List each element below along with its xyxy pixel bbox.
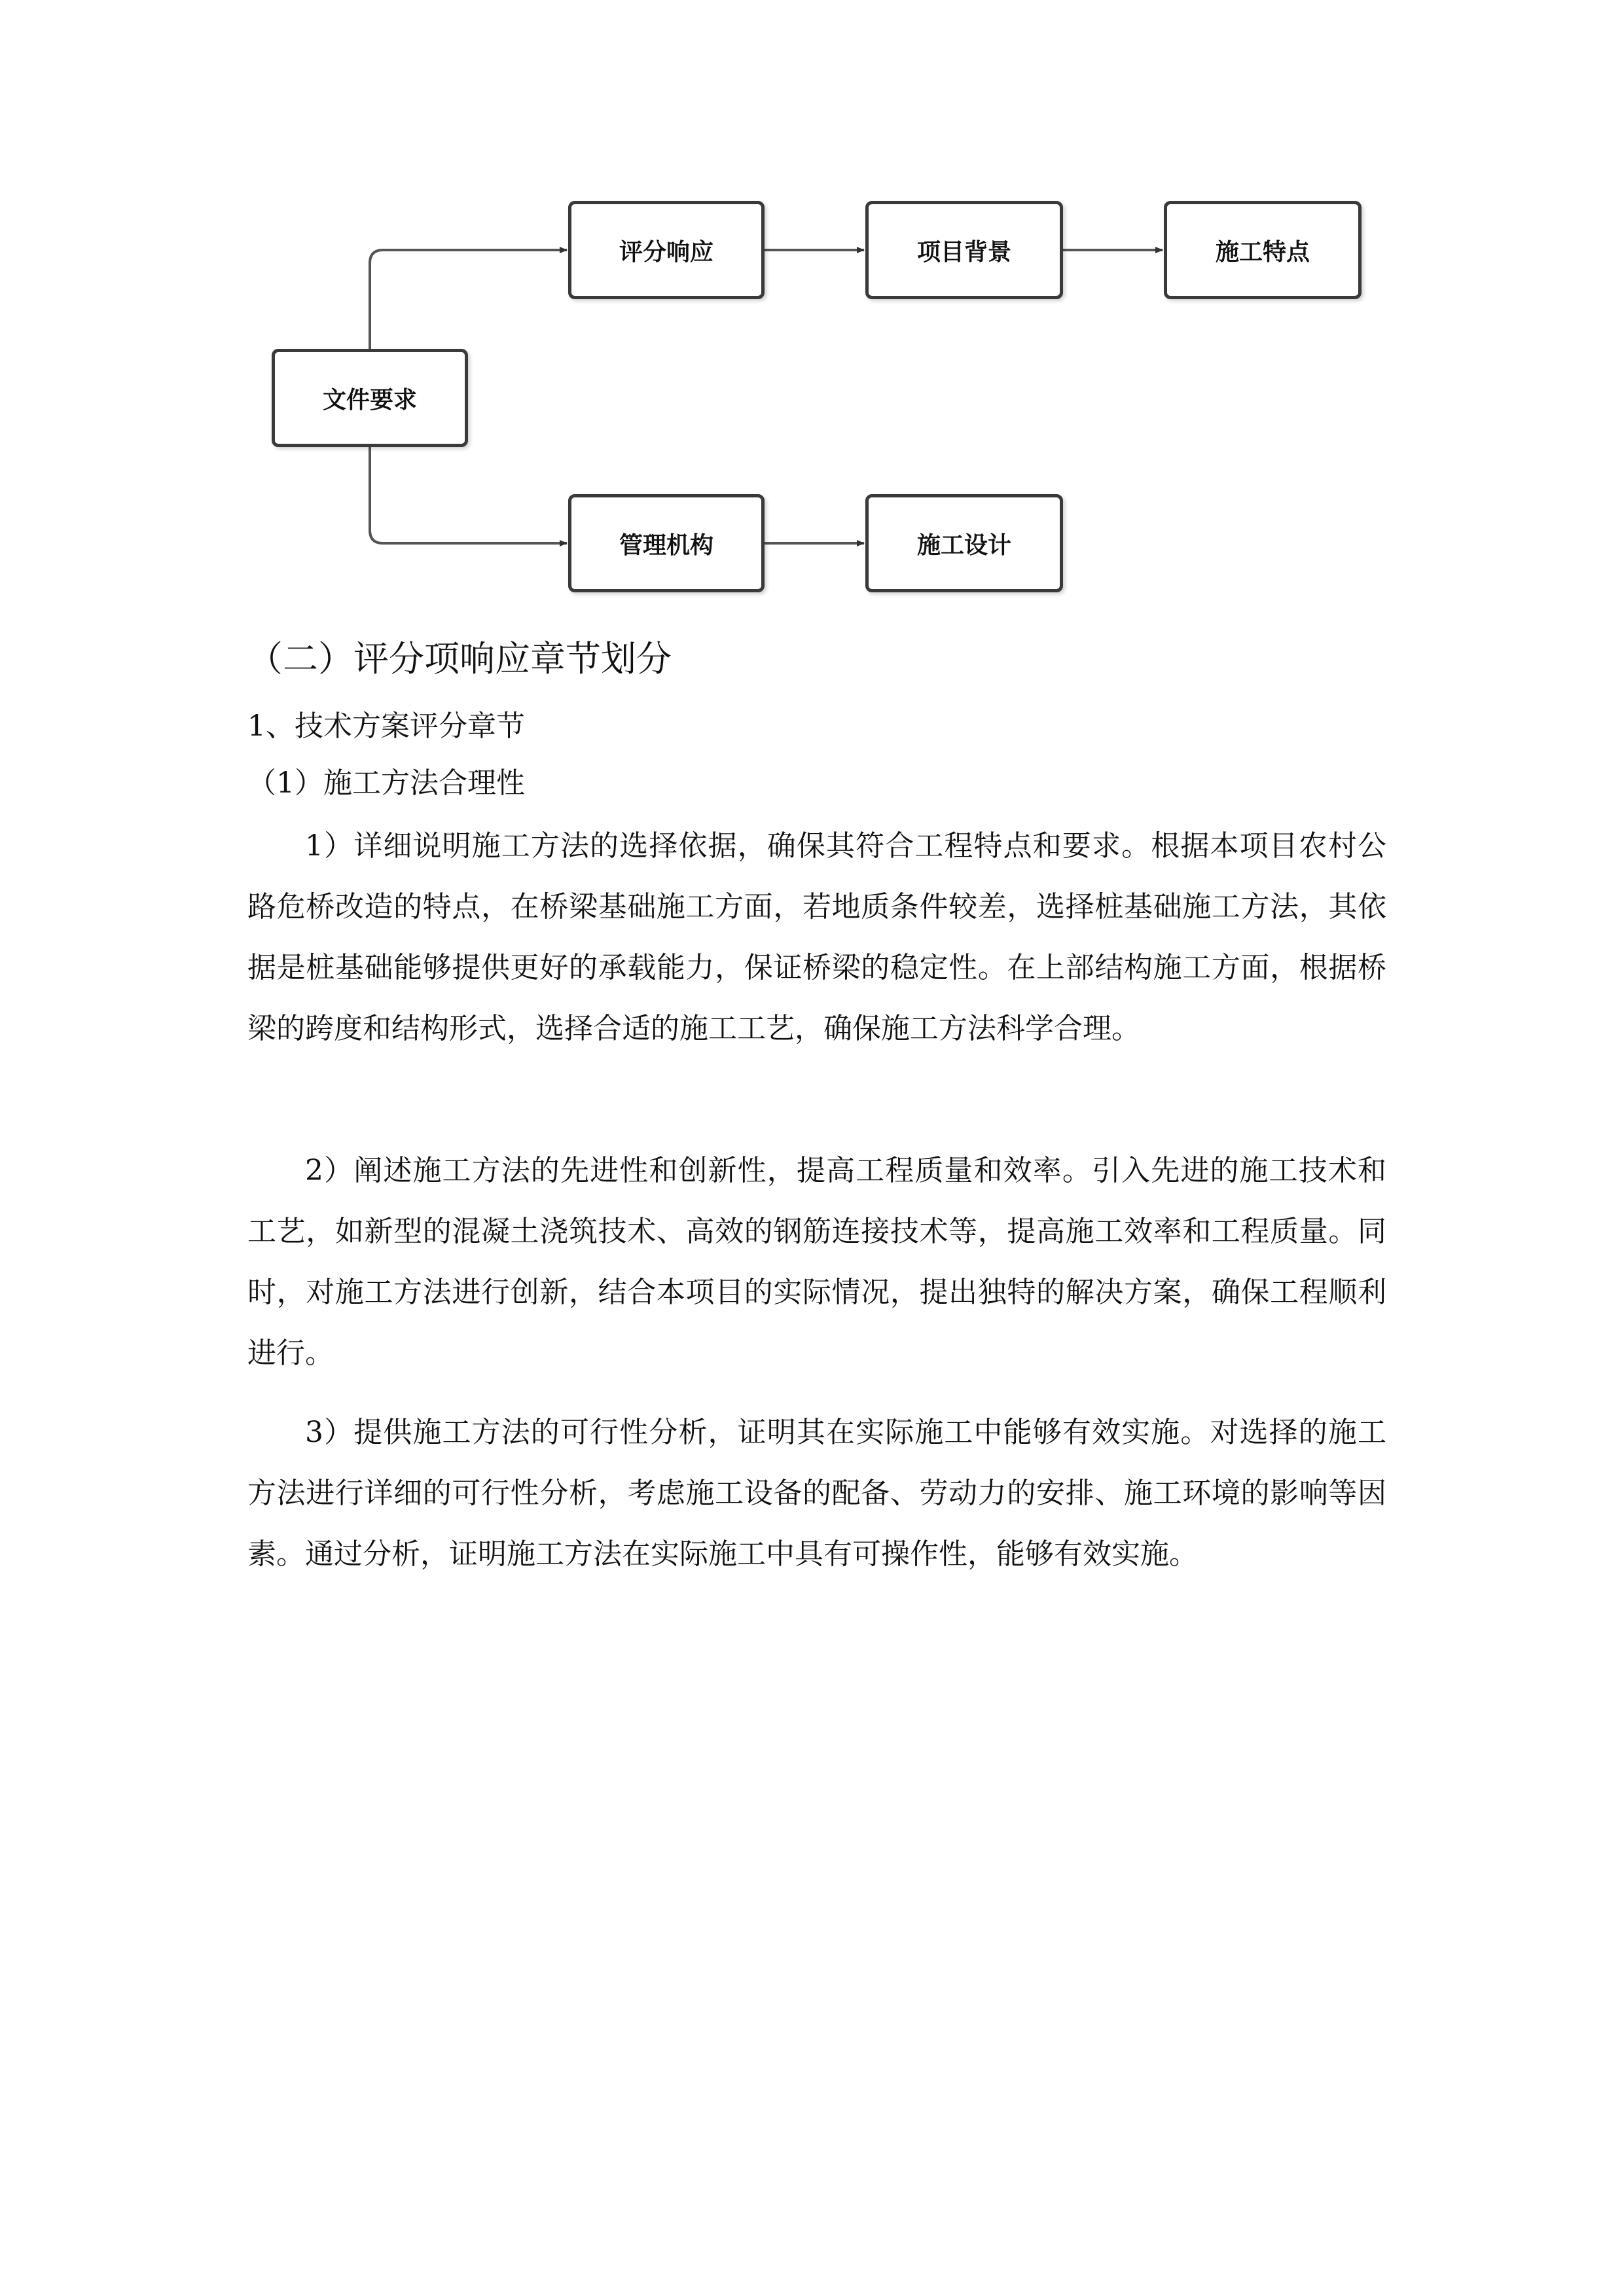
flowchart-node-construction-design: [865, 494, 1063, 592]
flowchart-node-label: 项目背景: [916, 238, 1011, 266]
flowchart: [0, 0, 1624, 628]
connector-root-to-pingfen: [370, 250, 567, 349]
flowchart-node-label: 施工设计: [916, 531, 1011, 559]
flowchart-node-management-organization: [568, 494, 765, 592]
paragraph-text: 3）提供施工方法的可行性分析，证明其在实际施工中能够有效实施。对选择的施工方法进行详细的可行性分析，考虑施工设备的配备、劳动力的安排、施工环境的影响等因素。通过分析，证明施工方法在实际施工中具有可操作性，能够有效实施。: [247, 1416, 1386, 1571]
flowchart-node-construction-features: [1164, 201, 1362, 299]
subsection-heading: 1、技术方案评分章节: [247, 709, 525, 743]
body-paragraph-1: [247, 816, 1386, 1059]
body-paragraph-3: [247, 1402, 1386, 1585]
section-heading: （二）评分项响应章节划分: [247, 638, 672, 679]
flowchart-node-scoring-response: [568, 201, 765, 299]
flowchart-node-root: [272, 349, 468, 447]
item-heading: （1）施工方法合理性: [247, 766, 525, 800]
paragraph-text: 2）阐述施工方法的先进性和创新性，提高工程质量和效率。引入先进的施工技术和工艺，如新型的混凝土浇筑技术、高效的钢筋连接技术等，提高施工效率和工程质量。同时，对施工方法进行创新，结合本项目的实际情况，提出独特的解决方案，确保工程顺利进行。: [247, 1154, 1386, 1370]
flowchart-node-project-background: [865, 201, 1063, 299]
flowchart-node-label: 施工特点: [1215, 238, 1310, 266]
body-paragraph-2: [247, 1140, 1386, 1384]
paragraph-text: 1）详细说明施工方法的选择依据，确保其符合工程特点和要求。根据本项目农村公路危桥改造的特点，在桥梁基础施工方面，若地质条件较差，选择桩基础施工方法，其依据是桩基础能够提供更好的承载能力，保证桥梁的稳定性。在上部结构施工方面，根据桥梁的跨度和结构形式，选择合适的施工工艺，确保施工方法科学合理。: [247, 829, 1386, 1045]
flowchart-node-label: 评分响应: [619, 238, 713, 266]
connector-root-to-guanli: [370, 447, 567, 543]
flowchart-node-label: 管理机构: [619, 531, 713, 559]
flowchart-connectors: [0, 0, 1624, 628]
flowchart-node-label: 文件要求: [322, 386, 417, 414]
